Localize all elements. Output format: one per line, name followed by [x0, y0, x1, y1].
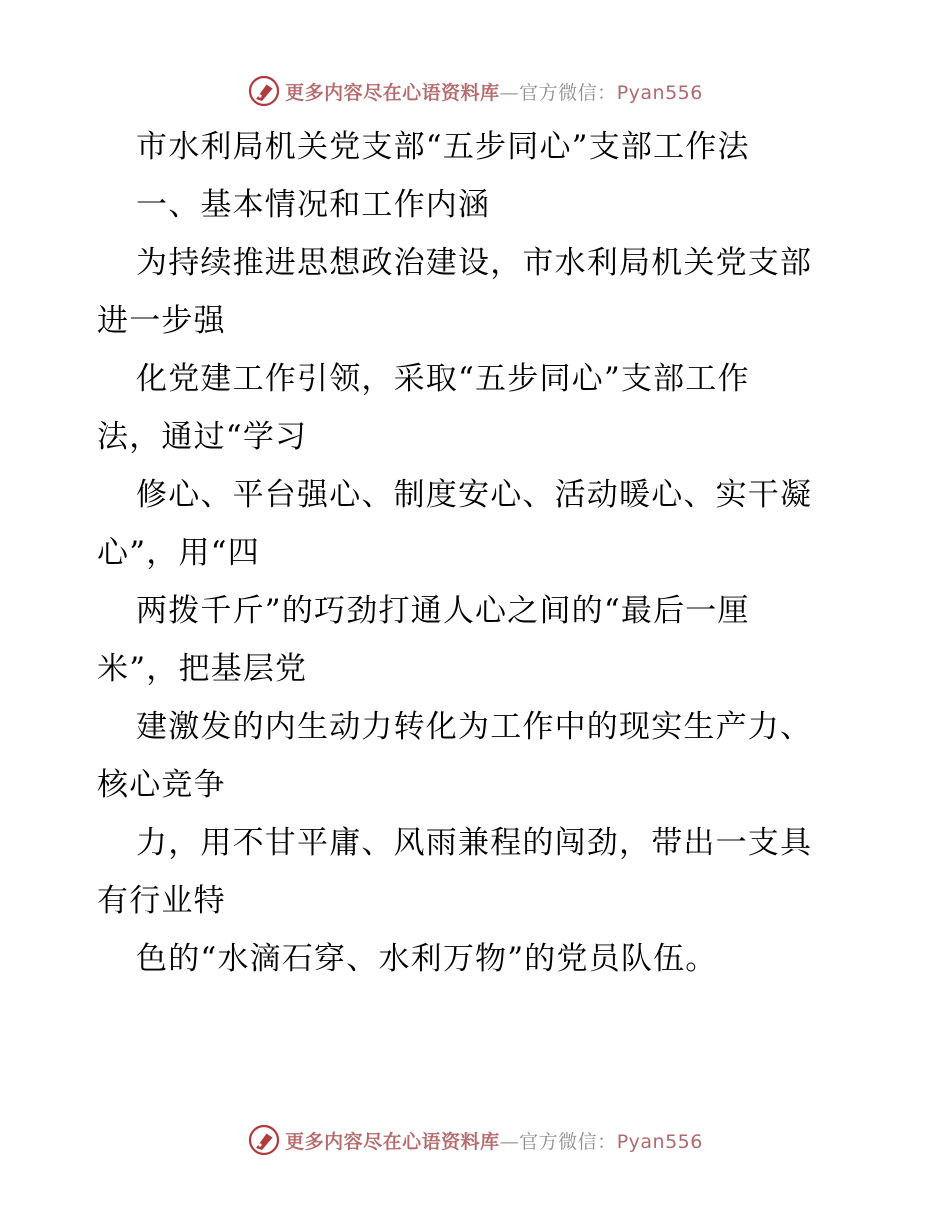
- header-watermark: [0, 71, 950, 111]
- watermark-text: [285, 78, 703, 105]
- paragraph-line: 心”，用“四: [97, 535, 260, 571]
- paragraph-line: 米”，把基层党: [97, 651, 308, 687]
- paragraph-line: 两拨千斤”的巧劲打通人心之间的“最后一厘: [136, 593, 750, 629]
- paragraph-line: 色的“水滴石穿、水利万物”的党员队伍。: [136, 941, 718, 977]
- paragraph-line: 核心竞争: [97, 767, 226, 803]
- pen-nib-logo-icon: [247, 1123, 281, 1157]
- watermark-wechat-id: Pyan556: [616, 81, 703, 104]
- footer-watermark: [0, 1120, 950, 1160]
- paragraph-line: 化党建工作引领，采取“五步同心”支部工作: [136, 361, 750, 397]
- paragraph-line: 有行业特: [97, 883, 226, 919]
- document-title: 市水利局机关党支部“五步同心”支部工作法: [136, 129, 750, 165]
- watermark-text: [285, 1127, 703, 1154]
- watermark-wechat-label: 官方微信：: [519, 81, 617, 104]
- pen-nib-logo-icon: [247, 74, 281, 108]
- watermark-site-text: 更多内容尽在心语资料库: [285, 81, 500, 104]
- watermark-site-text: 更多内容尽在心语资料库: [285, 1130, 500, 1153]
- watermark-dash: —: [499, 1130, 520, 1153]
- paragraph-line: 建激发的内生动力转化为工作中的现实生产力、: [136, 709, 813, 745]
- paragraph-line: 法，通过“学习: [97, 419, 308, 455]
- paragraph-line: 力，用不甘平庸、风雨兼程的闯劲，带出一支具: [136, 825, 813, 861]
- section-heading: 一、基本情况和工作内涵: [136, 187, 491, 223]
- paragraph-line: 修心、平台强心、制度安心、活动暖心、实干凝: [136, 477, 813, 513]
- watermark-wechat-id: Pyan556: [616, 1130, 703, 1153]
- watermark-wechat-label: 官方微信：: [519, 1130, 617, 1153]
- watermark-dash: —: [499, 81, 520, 104]
- paragraph-line: 为持续推进思想政治建设，市水利局机关党支部: [136, 245, 813, 281]
- paragraph-line: 进一步强: [97, 303, 226, 339]
